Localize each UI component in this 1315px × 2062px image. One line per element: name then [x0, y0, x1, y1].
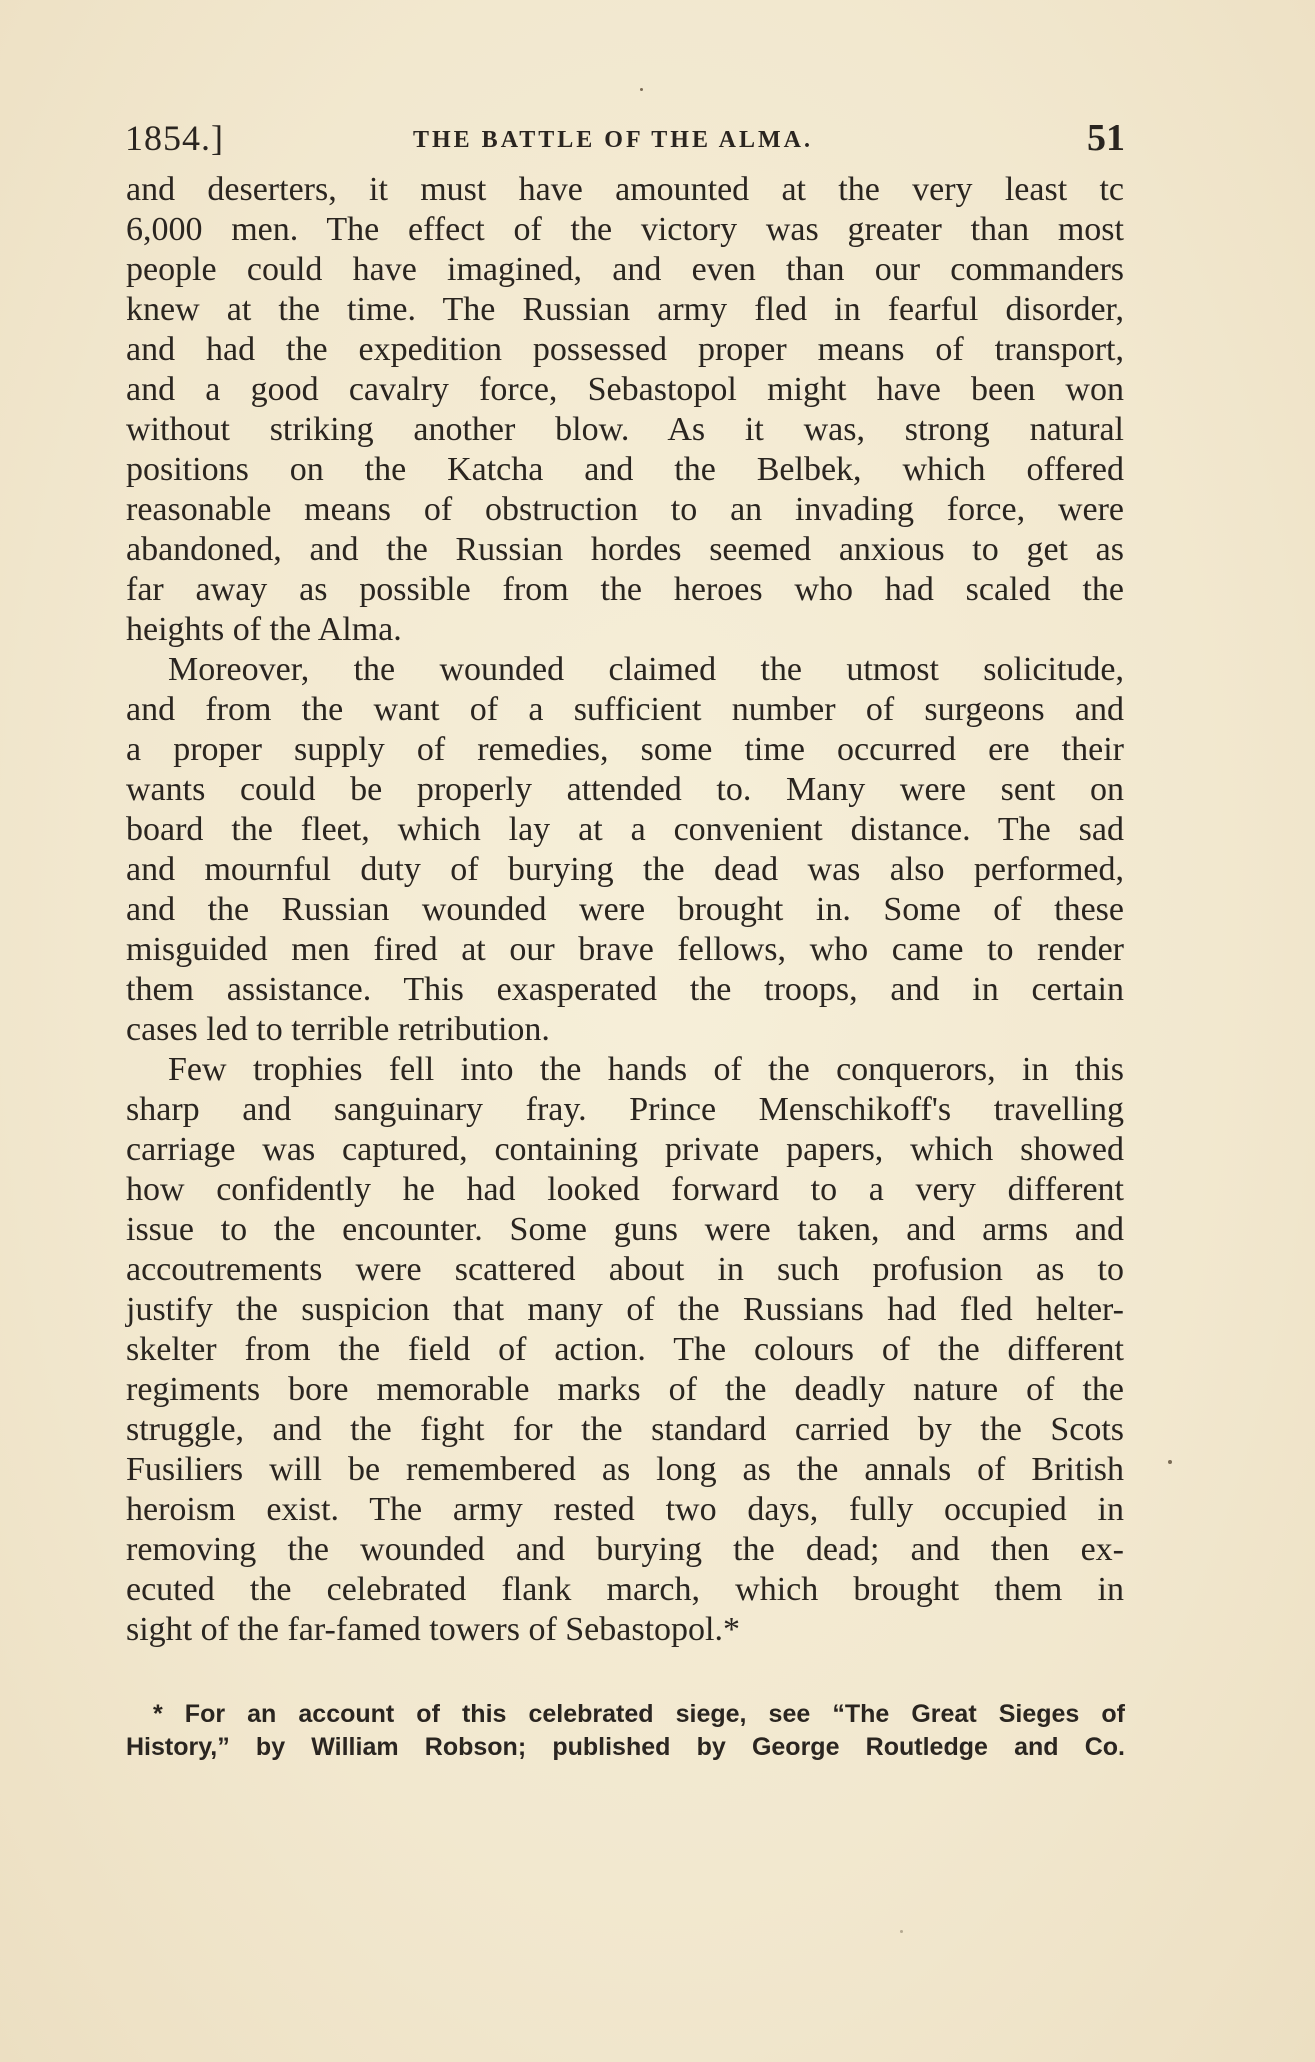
running-header: [125, 112, 1125, 164]
text-line: accoutrements were scattered about in such profusion as to: [126, 1251, 1124, 1288]
text-line: without striking another blow. As it was, strong natural: [126, 411, 1124, 448]
text-line: misguided men fired at our brave fellows, who came to render: [126, 931, 1124, 968]
text-line: sight of the far-famed towers of Sebastopol.*: [126, 1611, 740, 1648]
footnote-line: History,” by William Robson; published by George Routledge and Co.: [126, 1733, 1125, 1761]
text-line: justify the suspicion that many of the Russians had fled helter-: [126, 1291, 1124, 1328]
text-line: wants could be properly attended to. Many were sent on: [126, 771, 1124, 808]
text-line: them assistance. This exasperated the troops, and in certain: [126, 971, 1124, 1008]
body-text: [126, 170, 1124, 1650]
paper-speck: [900, 1930, 903, 1933]
text-line: heroism exist. The army rested two days, fully occupied in: [126, 1491, 1124, 1528]
text-line: people could have imagined, and even than our commanders: [126, 251, 1124, 288]
page-number: 51: [1087, 117, 1125, 159]
text-line: and from the want of a sufficient number of surgeons and: [126, 691, 1124, 728]
footnote-line: * For an account of this celebrated siege, see “The Great Sieges of: [153, 1700, 1125, 1728]
text-line: positions on the Katcha and the Belbek, which offered: [126, 451, 1124, 488]
header-year: 1854.]: [125, 118, 224, 158]
text-line: far away as possible from the heroes who had scaled the: [126, 571, 1124, 608]
text-line: struggle, and the fight for the standard carried by the Scots: [126, 1411, 1124, 1448]
text-line: a proper supply of remedies, some time occurred ere their: [126, 731, 1124, 768]
paper-speck: [640, 88, 643, 91]
text-line: sharp and sanguinary fray. Prince Menschikoff's travelling: [126, 1091, 1124, 1128]
text-line: board the fleet, which lay at a convenient distance. The sad: [126, 811, 1124, 848]
text-line: Few trophies fell into the hands of the conquerors, in this: [168, 1051, 1124, 1088]
text-line: removing the wounded and burying the dead; and then ex-: [126, 1531, 1124, 1568]
text-line: and mournful duty of burying the dead was also performed,: [126, 851, 1124, 888]
text-line: how confidently he had looked forward to a very different: [126, 1171, 1124, 1208]
text-line: and the Russian wounded were brought in. Some of these: [126, 891, 1124, 928]
text-line: cases led to terrible retribution.: [126, 1011, 550, 1048]
header-title: THE BATTLE OF THE ALMA.: [413, 127, 813, 153]
text-line: Moreover, the wounded claimed the utmost solicitude,: [168, 651, 1124, 688]
text-line: carriage was captured, containing private papers, which showed: [126, 1131, 1124, 1168]
paper-speck: [1168, 1460, 1172, 1464]
text-line: and a good cavalry force, Sebastopol might have been won: [126, 371, 1124, 408]
text-line: reasonable means of obstruction to an invading force, were: [126, 491, 1124, 528]
text-line: and deserters, it must have amounted at the very least tc: [126, 171, 1124, 208]
text-line: skelter from the field of action. The colours of the different: [126, 1331, 1124, 1368]
text-line: issue to the encounter. Some guns were taken, and arms and: [126, 1211, 1124, 1248]
text-line: heights of the Alma.: [126, 611, 402, 648]
text-line: regiments bore memorable marks of the deadly nature of the: [126, 1371, 1124, 1408]
text-line: Fusiliers will be remembered as long as the annals of British: [126, 1451, 1124, 1488]
text-line: knew at the time. The Russian army fled in fearful disorder,: [126, 291, 1124, 328]
footnote: [126, 1698, 1125, 1764]
text-line: 6,000 men. The effect of the victory was greater than most: [126, 211, 1124, 248]
text-line: abandoned, and the Russian hordes seemed anxious to get as: [126, 531, 1124, 568]
text-line: ecuted the celebrated flank march, which brought them in: [126, 1571, 1124, 1608]
text-line: and had the expedition possessed proper means of transport,: [126, 331, 1124, 368]
